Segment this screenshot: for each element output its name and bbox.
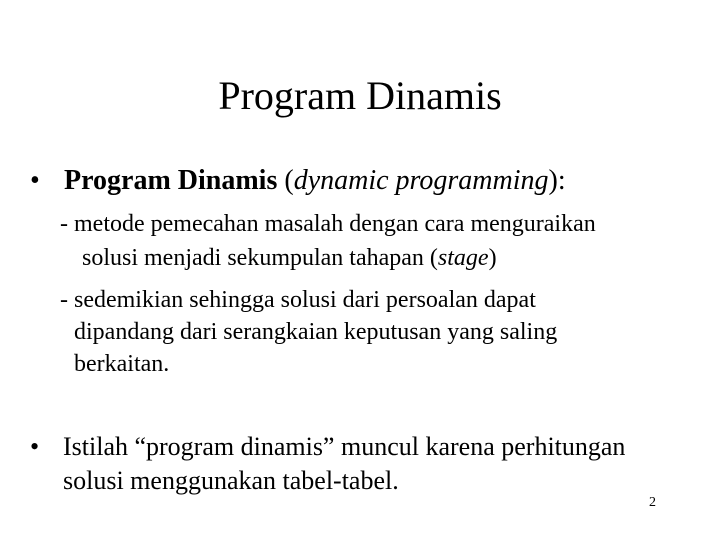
- paren-open: (: [277, 165, 294, 196]
- sub-point-2-line-1: - sedemikian sehingga solusi dari persoalan dapat: [60, 287, 536, 313]
- sub-point-1-text: solusi menjadi sekumpulan tahapan (: [82, 245, 438, 271]
- term-bold: Program Dinamis: [64, 165, 278, 196]
- stage-term: stage: [437, 245, 489, 271]
- page-number: 2: [649, 495, 656, 510]
- bullet-definition: [30, 164, 566, 198]
- sub-point-1-close: ): [488, 245, 497, 271]
- paren-close: ):: [548, 165, 566, 196]
- sub-point-1-line-2: [82, 244, 497, 272]
- bullet-term-origin-line-1: [30, 432, 625, 462]
- bullet-2-text: Istilah “program dinamis” muncul karena perhitungan: [63, 432, 626, 461]
- term-english: dynamic programming: [293, 165, 549, 196]
- sub-point-2-line-3: berkaitan.: [74, 351, 170, 377]
- bullet-icon: •: [30, 432, 40, 461]
- bullet-term-origin-line-2: solusi menggunakan tabel-tabel.: [63, 466, 399, 495]
- slide-title: Program Dinamis: [218, 73, 502, 118]
- sub-point-1-line-1: - metode pemecahan masalah dengan cara menguraikan: [60, 211, 596, 237]
- bullet-icon: •: [30, 165, 40, 196]
- sub-point-2-line-2: dipandang dari serangkaian keputusan yang saling: [74, 319, 558, 345]
